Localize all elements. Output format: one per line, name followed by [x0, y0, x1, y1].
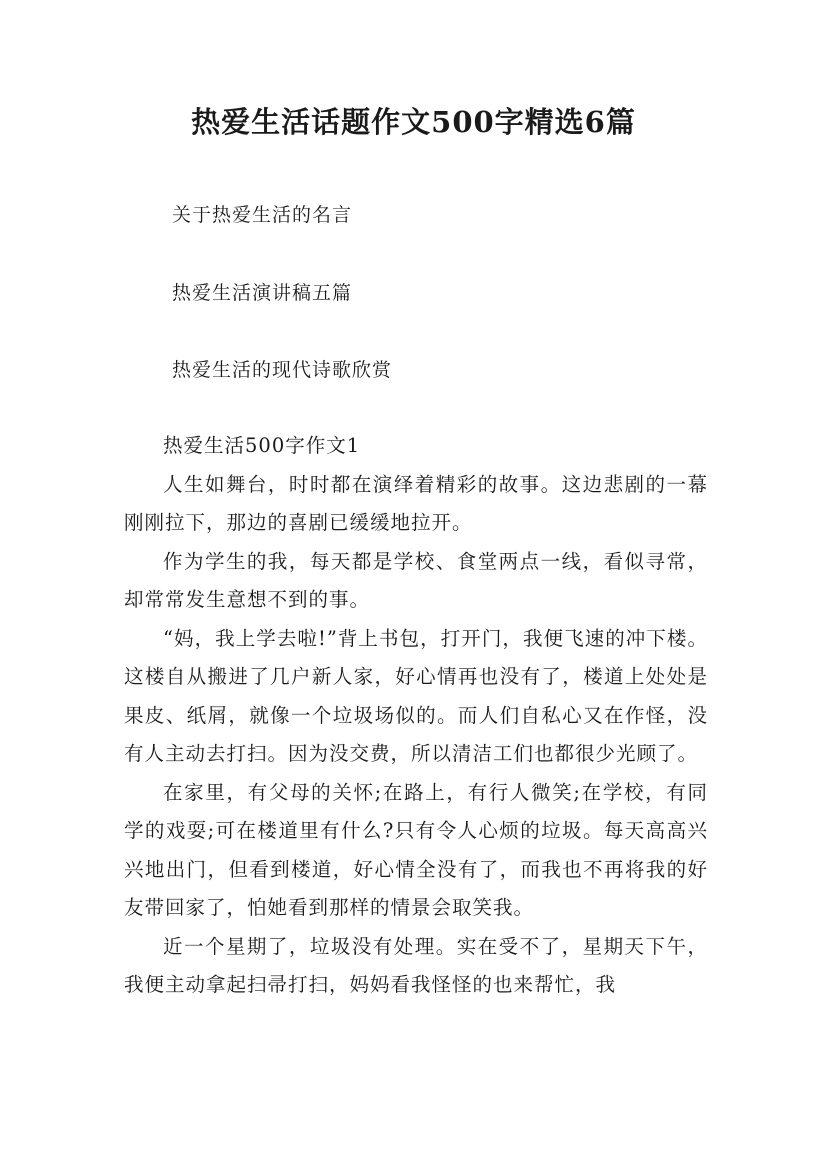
paragraph: 作为学生的我，每天都是学校、食堂两点一线，看似寻常，却常常发生意想不到的事。: [124, 549, 708, 611]
related-link-poems[interactable]: 热爱生活的现代诗歌欣赏: [172, 359, 393, 381]
related-link-speeches[interactable]: 热爱生活演讲稿五篇: [172, 282, 353, 304]
paragraph: “妈，我上学去啦!”背上书包，打开门，我便飞速的冲下楼。这楼自从搬进了几户新人家，好心情再也没有了，楼道上处处是果皮、纸屑，就像一个垃圾场似的。而人们自私心又在作怪，没有人主动去打扫。因为没交费，所以清洁工们也都很少光顾了。: [124, 626, 708, 765]
article-subheading: 热爱生活500字作文1: [163, 434, 361, 457]
related-link-quotes[interactable]: 关于热爱生活的名言: [172, 204, 353, 226]
paragraph: 在家里，有父母的关怀;在路上，有行人微笑;在学校，有同学的戏耍;可在楼道里有什么?只有令人心烦的垃圾。每天高高兴兴地出门，但看到楼道，好心情全没有了，而我也不再将我的好友带回家了，怕她看到那样的情景会取笑我。: [124, 780, 708, 919]
article-body: [124, 427, 708, 1005]
paragraph: 人生如舞台，时时都在演绎着精彩的故事。这边悲剧的一幕刚刚拉下，那边的喜剧已缓缓地拉开。: [124, 472, 708, 534]
document-title: 热爱生活话题作文500字精选6篇: [191, 105, 636, 139]
paragraph: 近一个星期了，垃圾没有处理。实在受不了，星期天下午，我便主动拿起扫帚打扫，妈妈看我怪怪的也来帮忙，我: [124, 934, 708, 996]
